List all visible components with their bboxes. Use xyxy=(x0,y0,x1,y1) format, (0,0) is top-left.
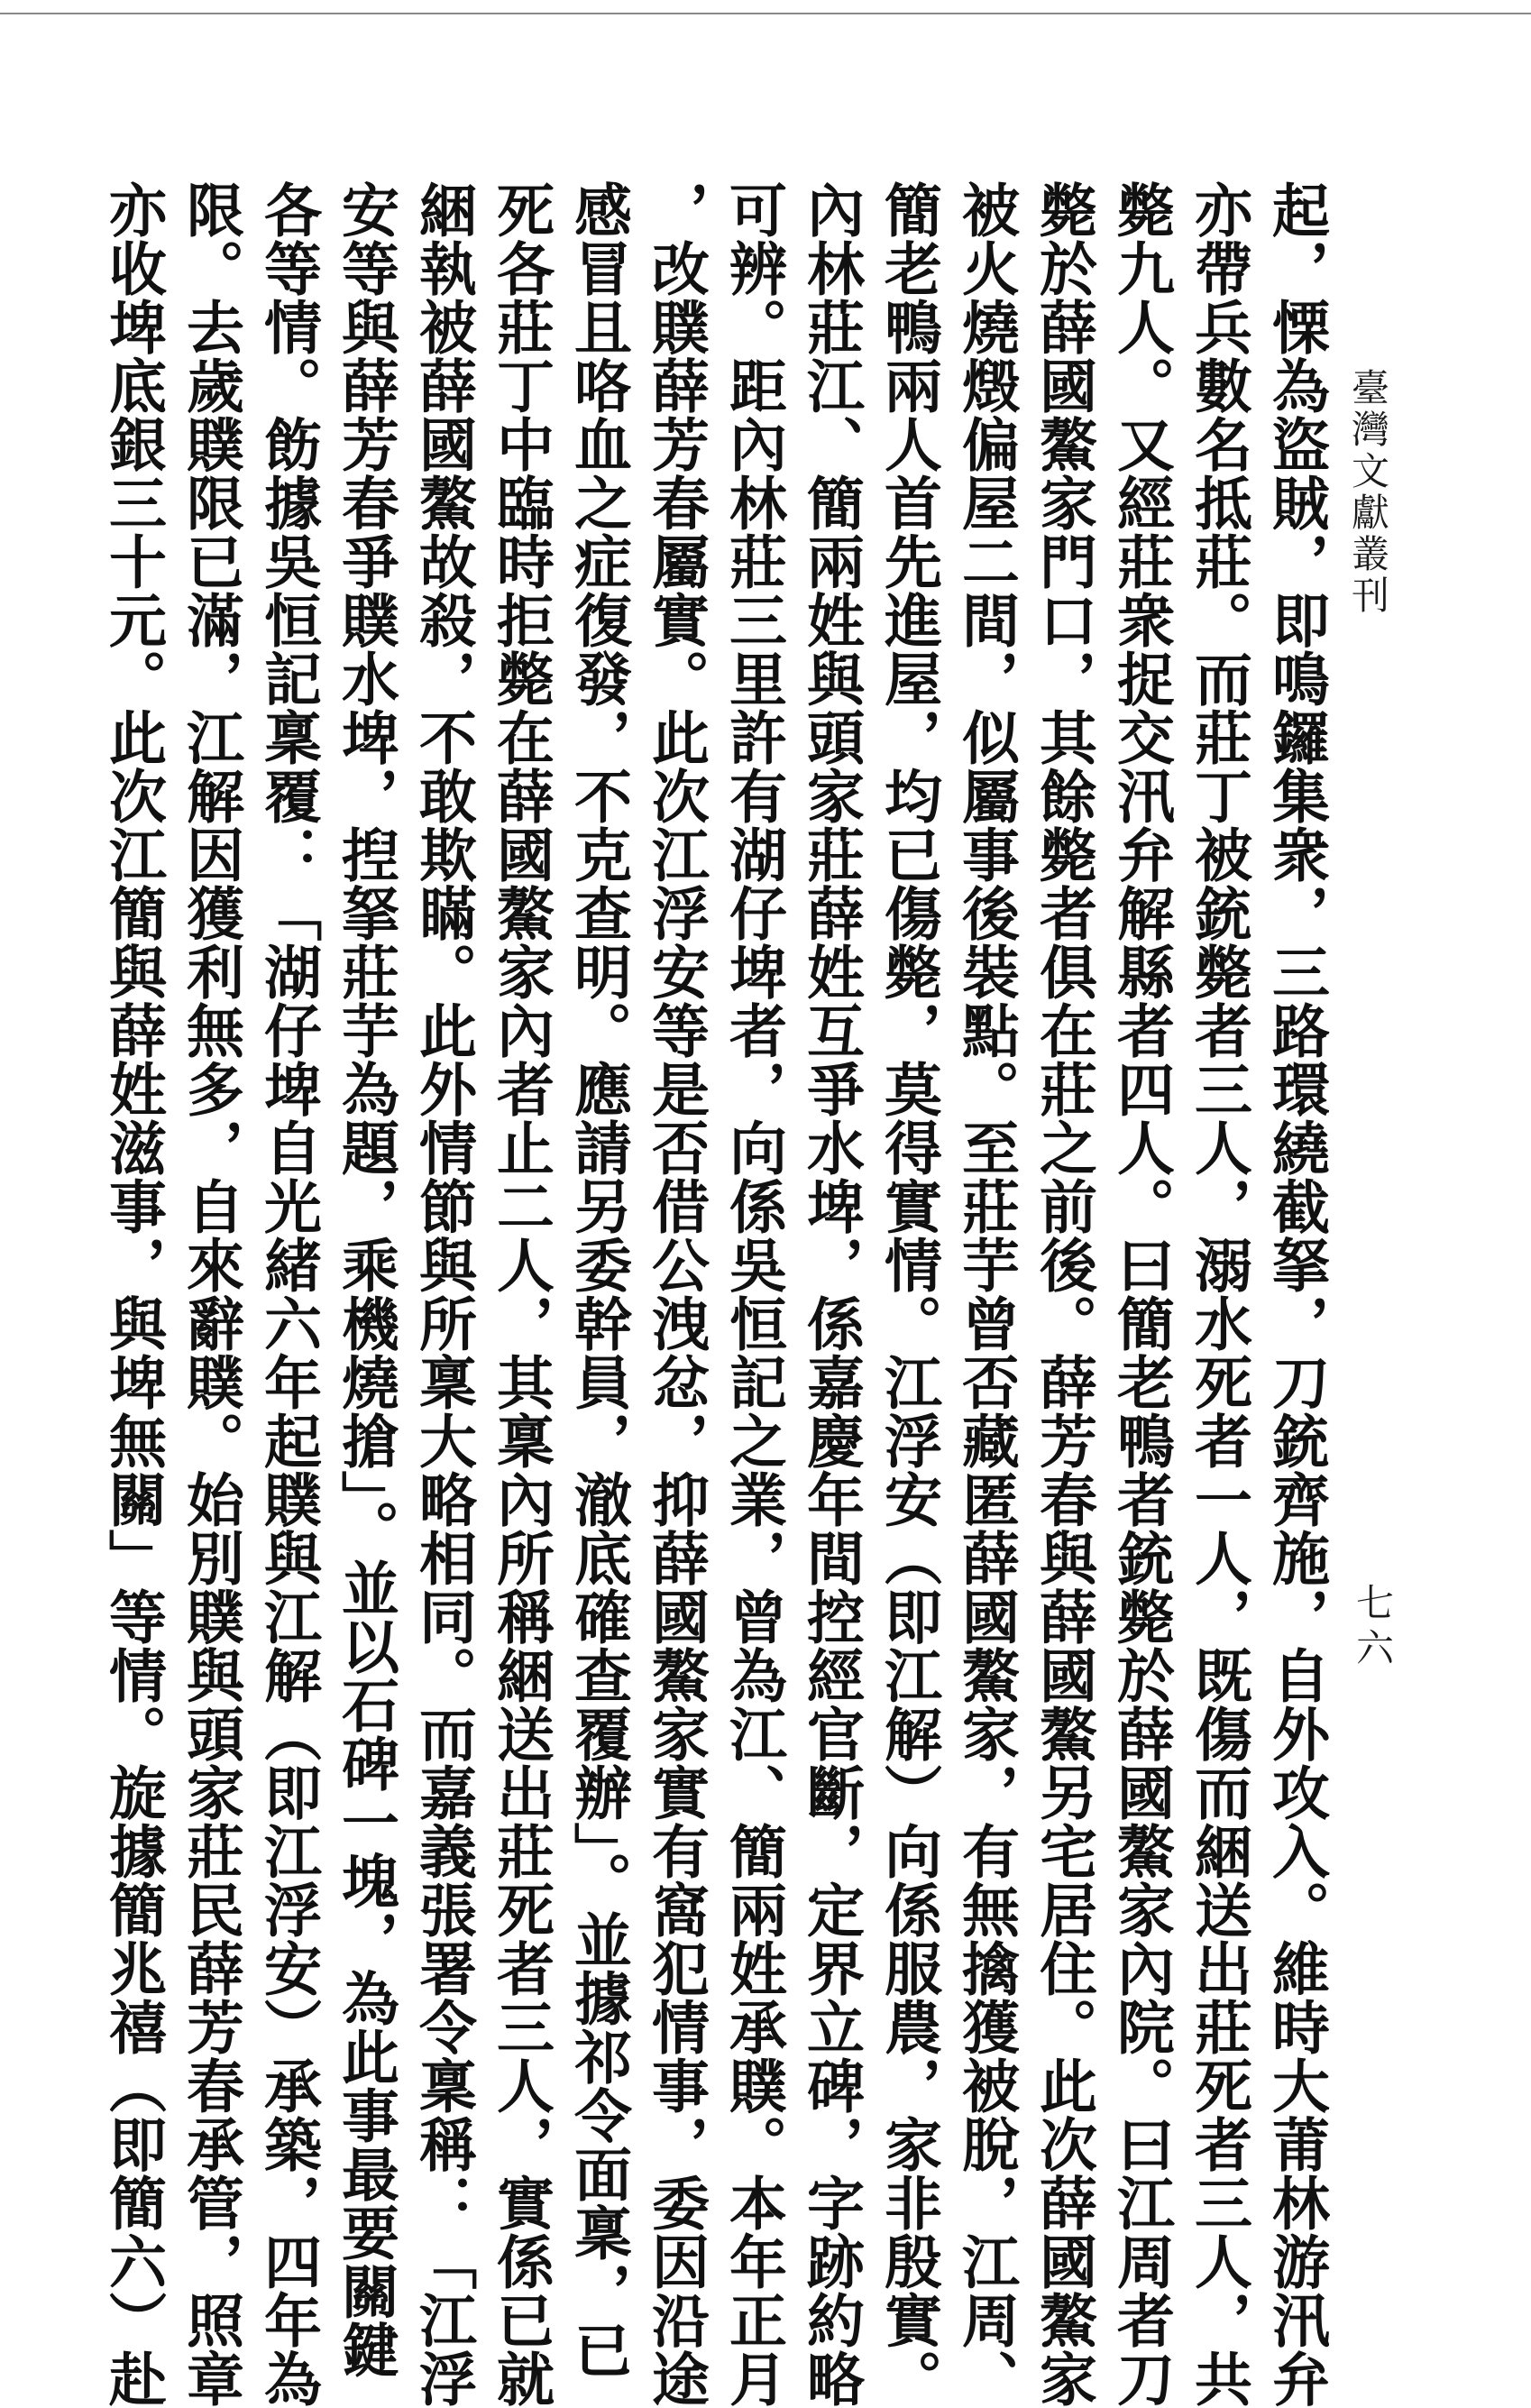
text-line: 綑執被薛國鰲故殺，不敢欺瞞。此外情節與所稟大略相同。而嘉義張署令稟稱：「江浮 xyxy=(409,180,477,2408)
top-border-line xyxy=(0,13,1531,14)
main-text-block xyxy=(99,180,1334,2408)
text-line: 安等與薛芳春爭贌水埤，揑拏莊芋為題，乘機燒搶」。並以石碑一塊，為此事最要關鍵 xyxy=(332,180,399,2379)
text-line: 亦帶兵數名抵莊。而莊丁被銃斃者三人，溺水死者一人，既傷而綑送出莊死者三人，共 xyxy=(1185,180,1252,2408)
running-header-title: 臺灣文獻叢刊 xyxy=(1346,368,1390,617)
text-line: 各等情。飭據吳恒記稟覆：「湖仔埤自光緒六年起贌與江解（即江浮安）承築，四年為 xyxy=(254,180,322,2408)
text-line: 可辨。距內林莊三里許有湖仔埤者，向係吳恒記之業，曾為江、簡兩姓承贌。本年正月 xyxy=(720,180,787,2408)
text-line: 感冒且咯血之症復發，不克查明。應請另委幹員，澈底確查覆辦」。並據祁令面稟，已 xyxy=(564,180,632,2379)
text-line: 簡老鴨兩人首先進屋，均已傷斃，莫得實情。江浮安（即江解）向係服農，家非殷實。 xyxy=(875,180,942,2408)
text-line: 亦收埤底銀三十元。此次江簡與薛姓滋事，與埤無關」等情。旋據簡兆禧（即簡六）赴 xyxy=(99,180,167,2408)
text-line: 死各莊丁中臨時拒斃在薛國鰲家內者止二人，其稟內所稱綑送出莊死者三人，實係已就 xyxy=(487,180,555,2408)
text-line: 斃於薛國鰲家門口，其餘斃者俱在莊之前後。薛芳春與薛國鰲另宅居住。此次薛國鰲家 xyxy=(1030,180,1097,2408)
text-line: 被火燒燬偏屋二間，似屬事後裝點。至莊芋曾否藏匿薛國鰲家，有無擒獲被脫，江周、 xyxy=(952,180,1020,2408)
page-number: 七六 xyxy=(1351,1583,1395,1673)
text-line: ，改贌薛芳春屬實。此次江浮安等是否借公洩忿，抑薛國鰲家實有窩犯情事，委因沿途 xyxy=(642,180,710,2408)
text-line: 內林莊江、簡兩姓與頭家莊薛姓互爭水埤，係嘉慶年間控經官斷，定界立碑，字跡約略 xyxy=(797,180,865,2408)
text-line: 起，慄為盜賊，即鳴鑼集衆，三路環繞截拏，刀銃齊施，自外攻入。維時大莆林游汛弁 xyxy=(1262,180,1330,2408)
text-line: 限。去歲贌限已滿，江解因獲利無多，自來辭贌。始別贌與頭家莊民薛芳春承管，照章 xyxy=(177,180,244,2408)
text-line: 斃九人。又經莊衆捉交汛弁解縣者四人。曰簡老鴨者銃斃於薛國鰲家內院。曰江周者刀 xyxy=(1107,180,1175,2408)
